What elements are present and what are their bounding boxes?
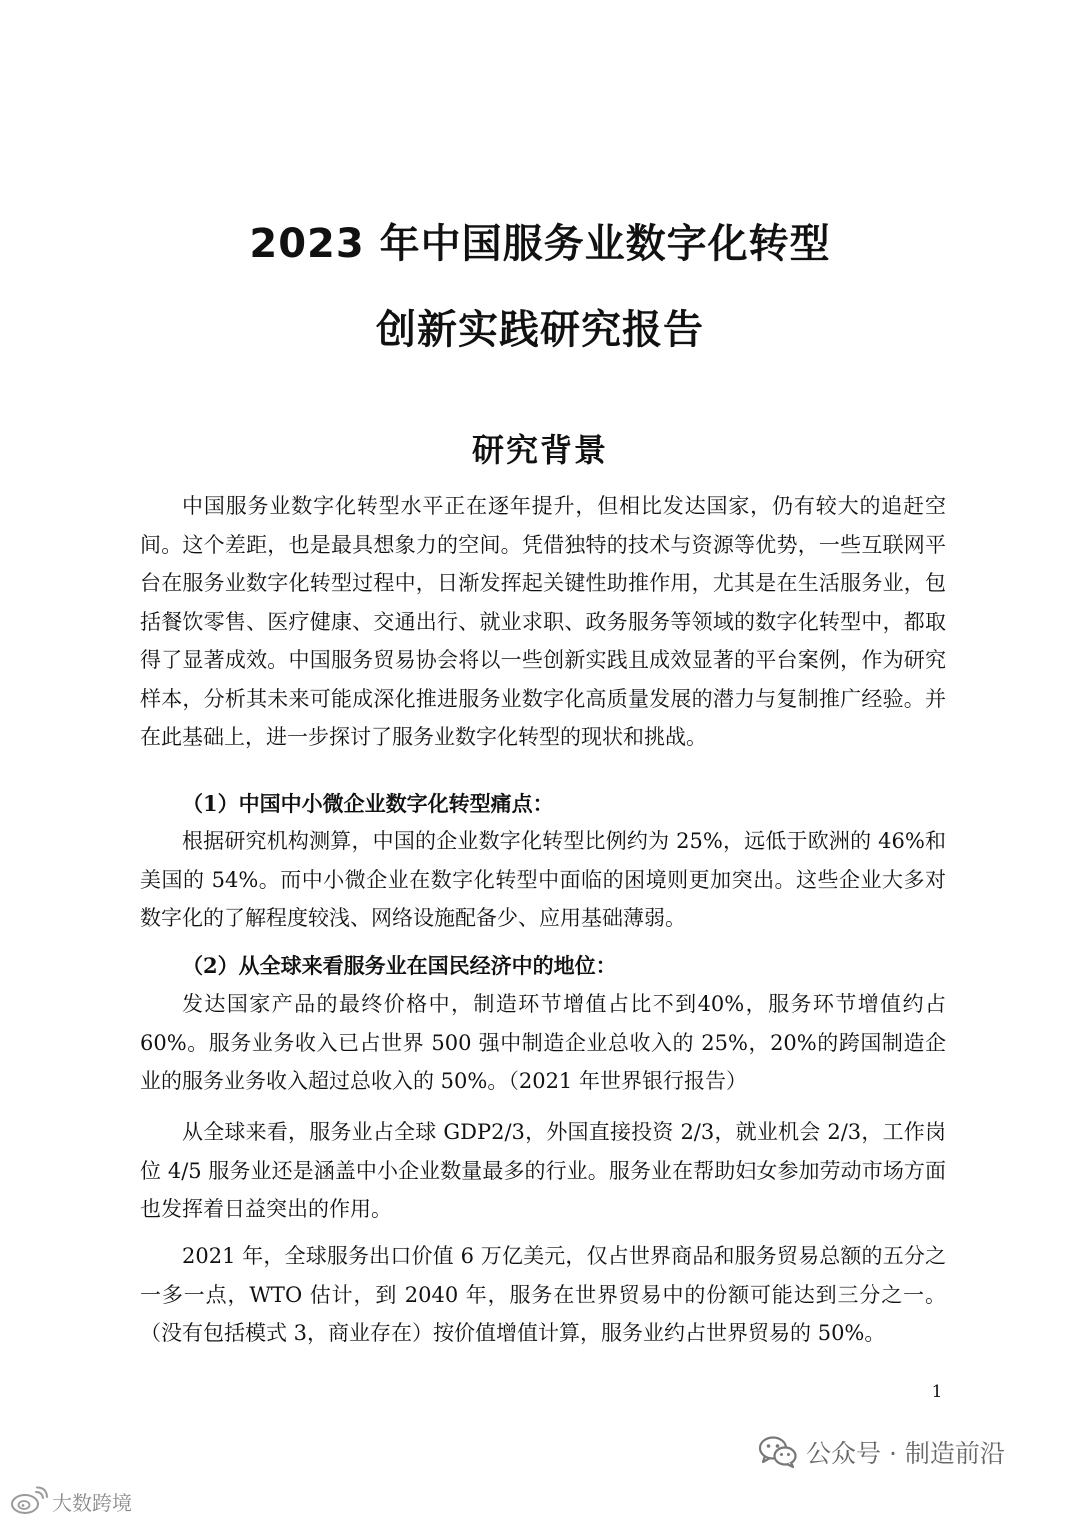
subheading-pain-points: （1）中国中小微企业数字化转型痛点： — [182, 791, 554, 816]
subheading-global-position: （2）从全球来看服务业在国民经济中的地位： — [182, 953, 617, 978]
wechat-watermark — [758, 1432, 1005, 1472]
corner-watermark-text: 大数跨境 — [52, 1490, 132, 1515]
global-paragraph-3: 2021 年，全球服务出口价值 6 万亿美元，仅占世界商品和服务贸易总额的五分之一多一点，WTO 估计，到 2040 年，服务在世界贸易中的份额可能达到三分之一。（没有包括模式 3，商业存在）按价值增值计算，服务业约占世界贸易的 50%。 — [140, 1244, 946, 1345]
wechat-icon — [758, 1435, 798, 1469]
global-paragraph-1: 发达国家产品的最终价格中，制造环节增值占比不到40%，服务环节增值约占60%。服务业务收入已占世界 500 强中制造企业总收入的 25%，20%的跨国制造企业的服务业务收入超过总收入的 50%。（2021 年世界银行报告） — [140, 992, 946, 1093]
pain-points-paragraph: 根据研究机构测算，中国的企业数字化转型比例约为 25%，远低于欧洲的 46%和美国的 54%。而中小微企业在数字化转型中面临的困境则更加突出。这些企业大多对数字化的了解程度较浅、网络设施配备少、应用基础薄弱。 — [140, 829, 946, 930]
wechat-watermark-text: 公众号 · 制造前沿 — [806, 1439, 1005, 1468]
report-title-line-1: 2023 年中国服务业数字化转型 — [249, 221, 831, 267]
global-paragraph-2: 从全球来看，服务业占全球 GDP2/3，外国直接投资 2/3，就业机会 2/3，工作岗位 4/5 服务业还是涵盖中小企业数量最多的行业。服务业在帮助妇女参加劳动市场方面也发挥着日益突出的作用。 — [140, 1120, 946, 1221]
page-number: 1 — [931, 1382, 943, 1402]
corner-watermark — [10, 1482, 132, 1520]
intro-paragraph: 中国服务业数字化转型水平正在逐年提升，但相比发达国家，仍有较大的追赶空间。这个差距，也是最具想象力的空间。凭借独特的技术与资源等优势，一些互联网平台在服务业数字化转型过程中，日渐发挥起关键性助推作用，尤其是在生活服务业，包括餐饮零售、医疗健康、交通出行、就业求职、政务服务等领域的数字化转型中，都取得了显著成效。中国服务贸易协会将以一些创新实践且成效显著的平台案例，作为研究样本，分析其未来可能成深化推进服务业数字化高质量发展的潜力与复制推广经验。并在此基础上，进一步探讨了服务业数字化转型的现状和挑战。 — [140, 494, 946, 749]
weibo-icon — [10, 1486, 48, 1516]
report-title-line-2: 创新实践研究报告 — [376, 307, 704, 353]
section-heading: 研究背景 — [471, 431, 608, 469]
